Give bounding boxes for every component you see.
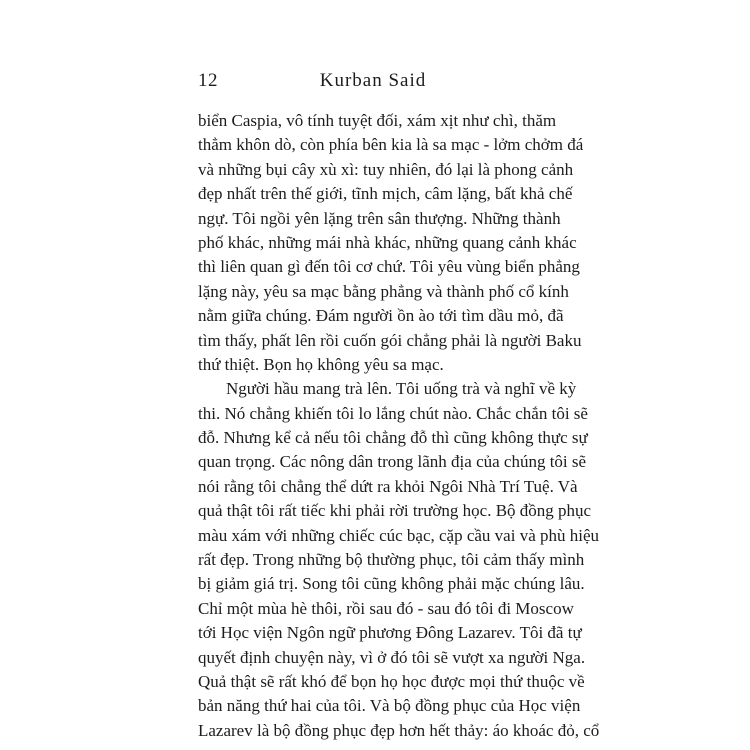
page-number: 12	[198, 70, 218, 91]
text-line: quyết định chuyện này, vì ở đó tôi sẽ vượt xa người Nga.	[198, 647, 586, 667]
text-line: bị giảm giá trị. Song tôi cũng không phải mặc chúng lâu.	[198, 574, 585, 594]
text-line: và những bụi cây xù xì: tuy nhiên, đó lại là phong cảnh	[198, 159, 574, 179]
text-line: thi. Nó chẳng khiến tôi lo lắng chút nào. Chắc chắn tôi sẽ	[198, 403, 588, 423]
text-line: ngự. Tôi ngồi yên lặng trên sân thượng. Những thành	[198, 208, 561, 228]
text-line: đỗ. Nhưng kể cả nếu tôi chẳng đỗ thì cũng không thực sự	[198, 428, 588, 448]
text-line: rất đẹp. Trong những bộ thường phục, tôi cảm thấy mình	[198, 550, 585, 570]
text-line: quan trọng. Các nông dân trong lãnh địa của chúng tôi sẽ	[198, 452, 587, 472]
text-line: tìm thấy, phất lên rồi cuốn gói chẳng phải là người Baku	[198, 330, 582, 350]
text-line: Quả thật sẽ rất khó để bọn họ học được mọi thứ thuộc về	[198, 671, 585, 691]
running-title: Kurban Said	[319, 70, 427, 91]
text-line: biển Caspia, vô tính tuyệt đối, xám xịt như chì, thăm	[198, 111, 557, 130]
text-line: nói rằng tôi chẳng thể dứt ra khỏi Ngôi Nhà Trí Tuệ. Và	[198, 476, 578, 496]
text-line: thì liên quan gì đến tôi cơ chứ. Tôi yêu vùng biển phẳng	[198, 257, 580, 277]
text-line: nằm giữa chúng. Đám người ồn ào tới tìm dầu mỏ, đã	[198, 306, 564, 326]
text-line: Lazarev là bộ đồng phục đẹp hơn hết thảy: áo khoác đỏ, cổ	[198, 720, 600, 740]
text-line: bản năng thứ hai của tôi. Và bộ đồng phục của Học viện	[198, 696, 581, 716]
body-text	[198, 109, 600, 743]
paragraph-end-line: thứ thiệt. Bọn họ không yêu sa mạc.	[198, 354, 444, 374]
text-line: đẹp nhất trên thế giới, tĩnh mịch, câm lặng, bất khả chế	[198, 184, 573, 204]
text-line: quả thật tôi rất tiếc khi phải rời trường học. Bộ đồng phục	[198, 501, 592, 521]
text-line: thẳm khôn dò, còn phía bên kia là sa mạc - lởm chởm đá	[198, 135, 584, 155]
page-header	[198, 70, 548, 98]
paragraph-first-line: Người hầu mang trà lên. Tôi uống trà và nghĩ về kỳ	[226, 379, 577, 399]
text-line: màu xám với những chiếc cúc bạc, cặp cầu vai và phù hiệu	[198, 525, 600, 545]
text-line: tới Học viện Ngôn ngữ phương Đông Lazarev. Tôi đã tự	[198, 623, 582, 643]
text-line: lặng này, yêu sa mạc bằng phẳng và thành phố cổ kính	[198, 281, 569, 301]
text-line: phố khác, những mái nhà khác, những quang cảnh khác	[198, 232, 577, 252]
text-line: Chỉ một mùa hè thôi, rồi sau đó - sau đó tôi đi Moscow	[198, 598, 574, 618]
